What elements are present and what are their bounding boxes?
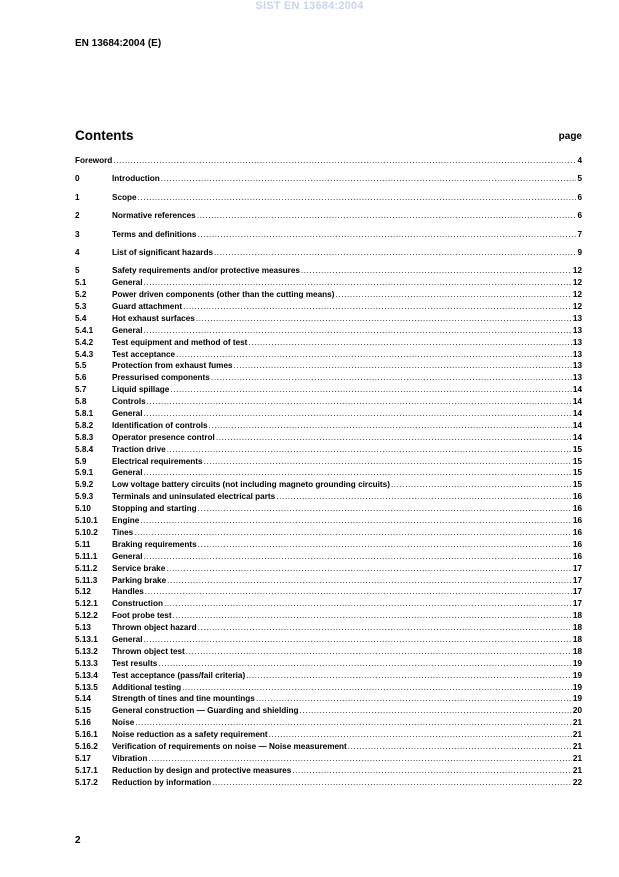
toc-dot-leader xyxy=(212,777,572,789)
toc-entry-number: 5.10.1 xyxy=(75,516,98,526)
toc-entry-title: Engine xyxy=(112,516,140,526)
toc-dot-leader xyxy=(391,479,572,491)
toc-entry-page: 9 xyxy=(577,247,582,257)
toc-entry[interactable] xyxy=(75,729,582,741)
toc-entry-page: 21 xyxy=(572,718,582,728)
toc-entry-page: 13 xyxy=(572,313,582,323)
page-column-label: page xyxy=(558,131,582,142)
toc-dot-leader xyxy=(144,467,572,479)
toc-entry-page: 16 xyxy=(572,516,582,526)
toc-entry[interactable] xyxy=(75,325,582,337)
toc-entry-number: 5.9.3 xyxy=(75,492,94,502)
toc-entry-number: 5.11 xyxy=(75,539,91,549)
toc-entry-title: Handles xyxy=(112,587,144,597)
toc-entry-number: 5.2 xyxy=(75,290,87,300)
page-title: Contents xyxy=(75,128,134,143)
toc-entry-page: 18 xyxy=(572,646,582,656)
toc-entry[interactable] xyxy=(75,622,582,634)
toc-dot-leader xyxy=(183,301,572,313)
toc-dot-leader xyxy=(135,717,572,729)
toc-entry-title: Stopping and starting xyxy=(112,504,197,514)
toc-dot-leader xyxy=(197,229,576,241)
toc-entry-title: Protection from exhaust fumes xyxy=(112,361,233,371)
toc-entry-page: 12 xyxy=(572,278,582,288)
toc-entry-page: 19 xyxy=(572,682,582,692)
toc-entry-title: Construction xyxy=(112,599,163,609)
toc-entry-page: 5 xyxy=(577,174,582,184)
toc-dot-leader xyxy=(335,289,571,301)
toc-entry[interactable] xyxy=(75,432,582,444)
toc-entry-title: Low voltage battery circuits (not including magneto grounding circuits) xyxy=(112,480,390,490)
toc-entry-title: Electrical requirements xyxy=(112,456,203,466)
toc-entry[interactable] xyxy=(75,503,582,515)
toc-dot-leader xyxy=(300,705,572,717)
toc-entry-page: 7 xyxy=(577,229,582,239)
toc-dot-leader xyxy=(246,670,572,682)
contents-heading xyxy=(75,128,582,146)
toc-dot-leader xyxy=(138,192,577,204)
toc-entry-page: 19 xyxy=(572,658,582,668)
toc-entry-page: 15 xyxy=(572,444,582,454)
toc-dot-leader xyxy=(167,444,572,456)
toc-entry-page: 19 xyxy=(572,670,582,680)
toc-entry-title: General xyxy=(112,325,143,335)
toc-entry[interactable] xyxy=(75,551,582,563)
toc-dot-leader xyxy=(145,586,572,598)
toc-entry-number: 5.7 xyxy=(75,385,87,395)
toc-entry-page: 14 xyxy=(572,432,582,442)
toc-dot-leader xyxy=(348,741,572,753)
toc-dot-leader xyxy=(140,515,572,527)
toc-entry-page: 16 xyxy=(572,492,582,502)
toc-dot-leader xyxy=(216,432,572,444)
toc-dot-leader xyxy=(148,753,572,765)
toc-entry-title: Tines xyxy=(112,527,134,537)
toc-entry-title: Test acceptance xyxy=(112,349,176,359)
toc-dot-leader xyxy=(211,372,572,384)
toc-entry-title: General xyxy=(112,634,143,644)
toc-entry-page: 12 xyxy=(572,266,582,276)
toc-entry-number: 5.16.1 xyxy=(75,730,98,740)
toc-entry-title: Thrown object hazard xyxy=(112,623,197,633)
toc-entry-number: 5.9.1 xyxy=(75,468,94,478)
toc-dot-leader xyxy=(256,693,572,705)
toc-dot-leader xyxy=(176,349,572,361)
toc-entry-page: 13 xyxy=(572,325,582,335)
toc-entry-title: Scope xyxy=(112,192,137,202)
document-id: EN 13684:2004 (E) xyxy=(75,38,162,49)
toc-entry-number: 5.13.4 xyxy=(75,670,98,680)
toc-entry-page: 13 xyxy=(572,349,582,359)
toc-dot-leader xyxy=(214,247,576,259)
toc-entry-title: Introduction xyxy=(112,174,160,184)
toc-entry-number: 5.11.1 xyxy=(75,551,98,561)
toc-entry-title: Braking requirements xyxy=(112,539,197,549)
toc-entry[interactable] xyxy=(75,372,582,384)
toc-entry[interactable] xyxy=(75,360,582,372)
toc-entry-page: 16 xyxy=(572,551,582,561)
toc-entry-title: Strength of tines and tine mountings xyxy=(112,694,255,704)
toc-entry-title: Reduction by information xyxy=(112,777,212,787)
toc-entry[interactable] xyxy=(75,539,582,551)
toc-entry-number: 5.5 xyxy=(75,361,87,371)
toc-dot-leader xyxy=(196,313,572,325)
toc-entry-number: 5.10.2 xyxy=(75,527,98,537)
toc-entry-title: Liquid spillage xyxy=(112,385,170,395)
toc-dot-leader xyxy=(301,265,572,277)
toc-entry-number: 5.13 xyxy=(75,623,91,633)
toc-dot-leader xyxy=(134,527,572,539)
toc-entry-number: 5.17.2 xyxy=(75,777,98,787)
toc-entry-number: 5.8.4 xyxy=(75,444,94,454)
toc-entry-title: Test equipment and method of test xyxy=(112,337,248,347)
toc-entry[interactable] xyxy=(75,682,582,694)
toc-dot-leader xyxy=(292,765,572,777)
toc-dot-leader xyxy=(209,420,572,432)
toc-entry-number: 5.16 xyxy=(75,718,91,728)
toc-entry-number: 5.9.2 xyxy=(75,480,94,490)
toc-dot-leader xyxy=(234,360,572,372)
toc-entry-number: 5.4.1 xyxy=(75,325,94,335)
toc-dot-leader xyxy=(113,155,576,167)
toc-dot-leader xyxy=(198,622,572,634)
toc-entry[interactable] xyxy=(75,277,582,289)
toc-entry-title: Identification of controls xyxy=(112,420,208,430)
toc-entry[interactable] xyxy=(75,313,582,325)
toc-entry[interactable] xyxy=(75,777,582,789)
toc-entry[interactable] xyxy=(75,456,582,468)
toc-entry-number: 5.8.3 xyxy=(75,432,94,442)
toc-entry[interactable] xyxy=(75,646,582,658)
toc-entry-title: Foot probe test xyxy=(112,611,172,621)
toc-entry-number: 5.1 xyxy=(75,278,87,288)
toc-entry-title: Noise reduction as a safety requirement xyxy=(112,730,268,740)
toc-entry-number: 5.14 xyxy=(75,694,91,704)
toc-dot-leader xyxy=(144,408,572,420)
toc-entry-number: 5.11.2 xyxy=(75,563,98,573)
toc-entry-page: 12 xyxy=(572,302,582,312)
toc-entry-title: General xyxy=(112,409,143,419)
toc-entry-page: 17 xyxy=(572,575,582,585)
toc-entry-number: 5.9 xyxy=(75,456,87,466)
watermark: SIST EN 13684:2004 xyxy=(255,0,364,12)
toc-entry-number: 5.8.1 xyxy=(75,409,94,419)
toc-entry-page: 17 xyxy=(572,587,582,597)
toc-entry-title: Hot exhaust surfaces xyxy=(112,313,195,323)
toc-entry[interactable] xyxy=(75,693,582,705)
toc-entry-number: 5.12 xyxy=(75,587,91,597)
toc-entry-number: 5.16.2 xyxy=(75,741,98,751)
toc-entry-title: Test acceptance (pass/fail criteria) xyxy=(112,670,246,680)
toc-entry-page: 16 xyxy=(572,504,582,514)
toc-entry-page: 14 xyxy=(572,409,582,419)
toc-entry[interactable] xyxy=(75,155,582,167)
toc-entry-page: 22 xyxy=(572,777,582,787)
toc-entry-page: 19 xyxy=(572,694,582,704)
toc-entry-title: Vibration xyxy=(112,753,148,763)
toc-entry-number: 5.17 xyxy=(75,753,91,763)
toc-entry-number: 5.11.3 xyxy=(75,575,98,585)
toc-entry-page: 16 xyxy=(572,539,582,549)
toc-dot-leader xyxy=(161,173,577,185)
toc-dot-leader xyxy=(167,575,572,587)
toc-entry-title: Terms and definitions xyxy=(112,229,197,239)
toc-dot-leader xyxy=(197,210,577,222)
toc-entry-title: Test results xyxy=(112,658,158,668)
toc-entry[interactable] xyxy=(75,527,582,539)
toc-entry-number: 5.13.2 xyxy=(75,646,98,656)
toc-entry[interactable] xyxy=(75,444,582,456)
toc-entry[interactable] xyxy=(75,670,582,682)
toc-dot-leader xyxy=(170,384,572,396)
toc-entry[interactable] xyxy=(75,479,582,491)
toc-entry-number: 5.3 xyxy=(75,302,87,312)
toc-entry[interactable] xyxy=(75,717,582,729)
toc-entry-title: Foreword xyxy=(75,156,113,165)
toc-dot-leader xyxy=(147,396,572,408)
toc-entry[interactable] xyxy=(75,337,582,349)
toc-entry-number: 5.8.2 xyxy=(75,420,94,430)
toc-entry-page: 14 xyxy=(572,385,582,395)
toc-dot-leader xyxy=(269,729,572,741)
toc-entry-number: 2 xyxy=(75,211,80,221)
toc-entry-number: 1 xyxy=(75,192,80,202)
toc-entry-page: 13 xyxy=(572,337,582,347)
toc-entry-page: 13 xyxy=(572,361,582,371)
toc-entry[interactable] xyxy=(75,420,582,432)
toc-entry-number: 5.8 xyxy=(75,397,87,407)
toc-entry-title: Safety requirements and/or protective measures xyxy=(112,266,300,276)
toc-entry[interactable] xyxy=(75,765,582,777)
toc-entry[interactable] xyxy=(75,634,582,646)
toc-entry-title: Controls xyxy=(112,397,146,407)
toc-entry[interactable] xyxy=(75,586,582,598)
toc-entry-page: 12 xyxy=(572,290,582,300)
toc-entry[interactable] xyxy=(75,192,582,204)
toc-entry[interactable] xyxy=(75,349,582,361)
toc-entry[interactable] xyxy=(75,598,582,610)
toc-entry-page: 16 xyxy=(572,527,582,537)
toc-entry-number: 5.13.3 xyxy=(75,658,98,668)
toc-entry-number: 5.12.1 xyxy=(75,599,98,609)
toc-entry[interactable] xyxy=(75,384,582,396)
toc-entry-title: Pressurised components xyxy=(112,373,210,383)
toc-entry-title: Service brake xyxy=(112,563,166,573)
toc-entry[interactable] xyxy=(75,408,582,420)
toc-entry-title: General xyxy=(112,278,143,288)
toc-entry-page: 17 xyxy=(572,599,582,609)
toc-entry-page: 21 xyxy=(572,741,582,751)
toc-entry-number: 5.6 xyxy=(75,373,87,383)
toc-dot-leader xyxy=(144,277,572,289)
toc-dot-leader xyxy=(182,682,572,694)
toc-entry-page: 15 xyxy=(572,456,582,466)
toc-entry-title: Noise xyxy=(112,718,135,728)
toc-dot-leader xyxy=(164,598,572,610)
toc-entry-title: Normative references xyxy=(112,211,196,221)
toc-entry[interactable] xyxy=(75,210,582,222)
toc-entry-title: Guard attachment xyxy=(112,302,183,312)
toc-entry[interactable] xyxy=(75,265,582,277)
toc-entry-page: 4 xyxy=(577,156,582,165)
toc-dot-leader xyxy=(158,658,572,670)
toc-entry-title: Additional testing xyxy=(112,682,182,692)
toc-entry[interactable] xyxy=(75,289,582,301)
toc-entry-page: 15 xyxy=(572,480,582,490)
toc-dot-leader xyxy=(186,646,572,658)
toc-entry-title: Traction drive xyxy=(112,444,166,454)
toc-entry[interactable] xyxy=(75,491,582,503)
page-number: 2 xyxy=(75,835,81,846)
toc-entry-title: Operator presence control xyxy=(112,432,215,442)
toc-entry[interactable] xyxy=(75,396,582,408)
toc-dot-leader xyxy=(276,491,572,503)
toc-dot-leader xyxy=(198,539,572,551)
toc-entry-page: 20 xyxy=(572,706,582,716)
toc-entry-number: 4 xyxy=(75,247,80,257)
toc-entry-number: 3 xyxy=(75,229,80,239)
toc-entry[interactable] xyxy=(75,753,582,765)
toc-entry[interactable] xyxy=(75,301,582,313)
toc-entry-number: 5.17.1 xyxy=(75,765,98,775)
toc-entry-number: 0 xyxy=(75,174,80,184)
toc-entry-page: 13 xyxy=(572,373,582,383)
toc-entry[interactable] xyxy=(75,467,582,479)
toc-dot-leader xyxy=(173,610,572,622)
toc-entry-number: 5.15 xyxy=(75,706,91,716)
toc-entry-page: 18 xyxy=(572,634,582,644)
toc-dot-leader xyxy=(144,325,572,337)
toc-entry[interactable] xyxy=(75,741,582,753)
toc-entry-page: 15 xyxy=(572,468,582,478)
toc-entry-page: 14 xyxy=(572,397,582,407)
toc-dot-leader xyxy=(166,563,572,575)
toc-entry-number: 5.13.1 xyxy=(75,634,98,644)
toc-entry[interactable] xyxy=(75,173,582,185)
toc-entry-number: 5.12.2 xyxy=(75,611,98,621)
toc-entry-title: Thrown object test xyxy=(112,646,185,656)
toc-entry-title: General construction — Guarding and shielding xyxy=(112,706,299,716)
toc-entry-title: Parking brake xyxy=(112,575,167,585)
toc-entry-number: 5.4 xyxy=(75,313,87,323)
toc-entry-number: 5.10 xyxy=(75,504,91,514)
toc-entry-title: Reduction by design and protective measures xyxy=(112,765,292,775)
toc-entry[interactable] xyxy=(75,515,582,527)
toc-entry[interactable] xyxy=(75,575,582,587)
toc-entry-page: 21 xyxy=(572,765,582,775)
toc-entry-number: 5.4.3 xyxy=(75,349,94,359)
toc-entry-page: 21 xyxy=(572,730,582,740)
toc-entry-number: 5.13.5 xyxy=(75,682,98,692)
toc-dot-leader xyxy=(198,503,572,515)
toc-dot-leader xyxy=(144,634,572,646)
toc-entry-page: 6 xyxy=(577,211,582,221)
toc-entry-number: 5.4.2 xyxy=(75,337,94,347)
toc-dot-leader xyxy=(144,551,572,563)
toc-entry-page: 18 xyxy=(572,611,582,621)
toc-entry-page: 18 xyxy=(572,623,582,633)
toc-entry-page: 17 xyxy=(572,563,582,573)
toc-entry-page: 6 xyxy=(577,192,582,202)
toc-entry[interactable] xyxy=(75,247,582,259)
toc-entry-page: 14 xyxy=(572,420,582,430)
toc-entry-title: List of significant hazards xyxy=(112,247,213,257)
toc-entry[interactable] xyxy=(75,705,582,717)
toc-entry[interactable] xyxy=(75,658,582,670)
toc-entry[interactable] xyxy=(75,610,582,622)
toc-entry-number: 5 xyxy=(75,266,80,276)
toc-entry-page: 21 xyxy=(572,753,582,763)
toc-entry[interactable] xyxy=(75,563,582,575)
table-of-contents xyxy=(75,155,582,789)
toc-entry-title: General xyxy=(112,551,143,561)
toc-entry-title: General xyxy=(112,468,143,478)
toc-dot-leader xyxy=(204,456,572,468)
toc-entry-title: Power driven components (other than the cutting means) xyxy=(112,290,335,300)
toc-entry-title: Terminals and uninsulated electrical parts xyxy=(112,492,276,502)
toc-entry[interactable] xyxy=(75,229,582,241)
toc-entry-title: Verification of requirements on noise — Noise measurement xyxy=(112,741,347,751)
toc-dot-leader xyxy=(248,337,571,349)
